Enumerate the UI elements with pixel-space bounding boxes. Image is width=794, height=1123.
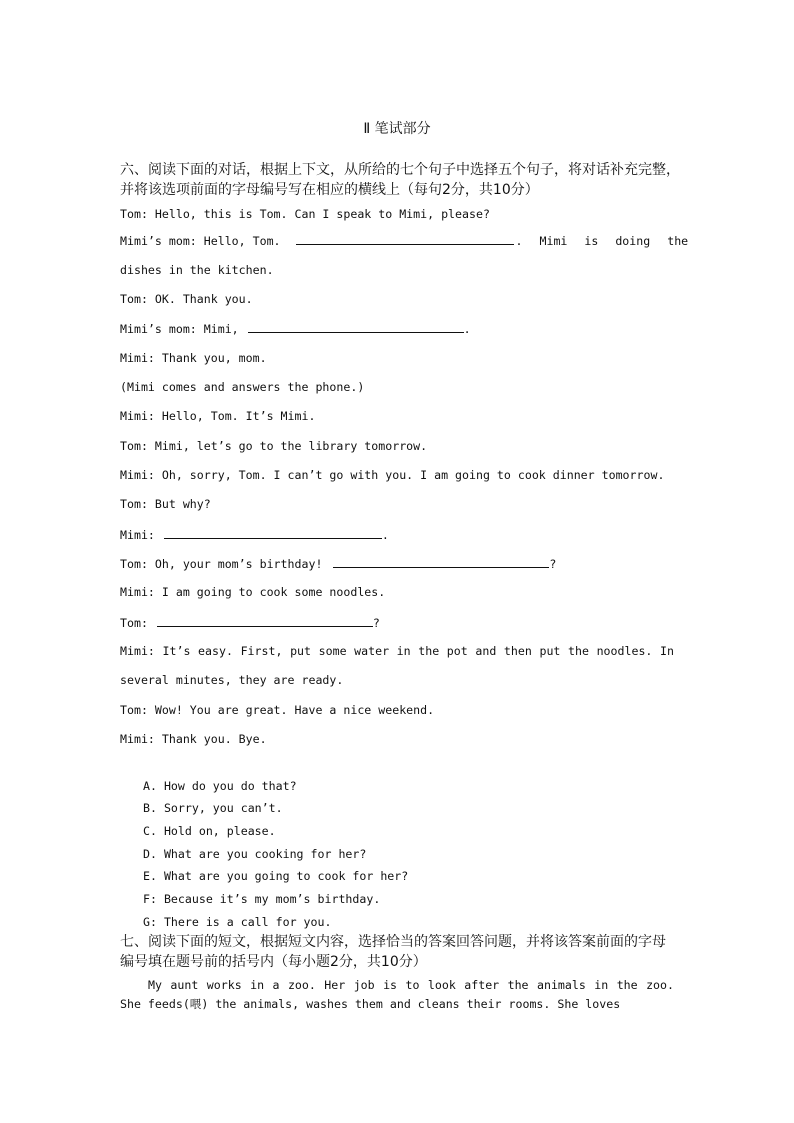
line-end: ? (549, 557, 557, 571)
dialogue-line: Mimi: It’s easy. First, put some water in the pot and then put the noodles. In (120, 644, 674, 658)
dialogue-line: Mimi: Thank you, mom. (120, 351, 267, 365)
part6-heading (120, 160, 680, 200)
speaker-text: . Mimi is doing the (515, 234, 689, 248)
line-end: . (381, 528, 389, 542)
line-end: . (463, 322, 471, 336)
option-e: E. What are you going to cook for her? (143, 869, 409, 883)
dialogue-line: (Mimi comes and answers the phone.) (120, 380, 365, 394)
option-d: D. What are you cooking for her? (143, 847, 367, 861)
dialogue-line: Mimi: Oh, sorry, Tom. I can’t go with you. I am going to cook dinner tomorrow. (120, 468, 665, 482)
dialogue-line: Tom: Mimi, let’s go to the library tomorrow. (120, 439, 428, 453)
speaker-text: Mimi’s mom: Mimi, (120, 322, 239, 336)
line-end: ? (372, 616, 380, 630)
dialogue-line: Mimi: I am going to cook some noodles. (120, 585, 386, 599)
part7-heading (120, 932, 680, 972)
option-g: G: There is a call for you. (143, 915, 332, 929)
option-f: F: Because it’s my mom’s birthday. (143, 892, 381, 906)
answer-blank-5[interactable] (157, 614, 373, 627)
option-c: C. Hold on, please. (143, 824, 276, 838)
reading-passage (120, 976, 674, 1014)
dialogue-line (120, 232, 689, 249)
answer-blank-2[interactable] (248, 320, 464, 333)
dialogue-line: Mimi: Hello, Tom. It’s Mimi. (120, 409, 316, 423)
option-a: A. How do you do that? (143, 779, 297, 793)
part7-heading-line2: 编号填在题号前的括号内（每小题2分，共10分） (120, 954, 427, 970)
part6-heading-line2: 并将该选项前面的字母编号写在相应的横线上（每句2分，共10分） (120, 182, 539, 198)
dialogue-line: dishes in the kitchen. (120, 263, 274, 277)
dialogue-line: Tom: But why? (120, 497, 211, 511)
part6-heading-line1: 六、阅读下面的对话，根据上下文，从所给的七个句子中选择五个句子，将对话补充完整， (120, 162, 680, 178)
speaker-text: Tom: Oh, your mom’s birthday! (120, 557, 323, 571)
speaker-text: Mimi’s mom: Hello, Tom. (120, 234, 281, 248)
speaker-text: Tom: (120, 616, 148, 630)
option-b: B. Sorry, you can’t. (143, 801, 283, 815)
dialogue-line: Tom: Hello, this is Tom. Can I speak to Mimi, please? (120, 207, 490, 221)
answer-blank-1[interactable] (296, 232, 514, 245)
dialogue-line (120, 614, 676, 631)
answer-blank-3[interactable] (164, 526, 382, 539)
speaker-text: Mimi: (120, 528, 155, 542)
passage-text: My aunt works in a zoo. Her job is to look after the animals in the zoo. She feeds(喂) the animals, washes them and cleans their rooms. She loves (120, 978, 674, 1011)
dialogue-line: Tom: Wow! You are great. Have a nice weekend. (120, 703, 435, 717)
section-title: Ⅱ 笔试部分 (363, 121, 431, 137)
dialogue-line (120, 320, 676, 337)
dialogue-line: several minutes, they are ready. (120, 673, 344, 687)
dialogue-line: Tom: OK. Thank you. (120, 292, 253, 306)
answer-blank-4[interactable] (333, 555, 549, 568)
part7-heading-line1: 七、阅读下面的短文，根据短文内容，选择恰当的答案回答问题，并将该答案前面的字母 (120, 934, 666, 950)
dialogue-line: Mimi: Thank you. Bye. (120, 732, 267, 746)
dialogue-line (120, 555, 676, 572)
dialogue-line (120, 526, 676, 543)
